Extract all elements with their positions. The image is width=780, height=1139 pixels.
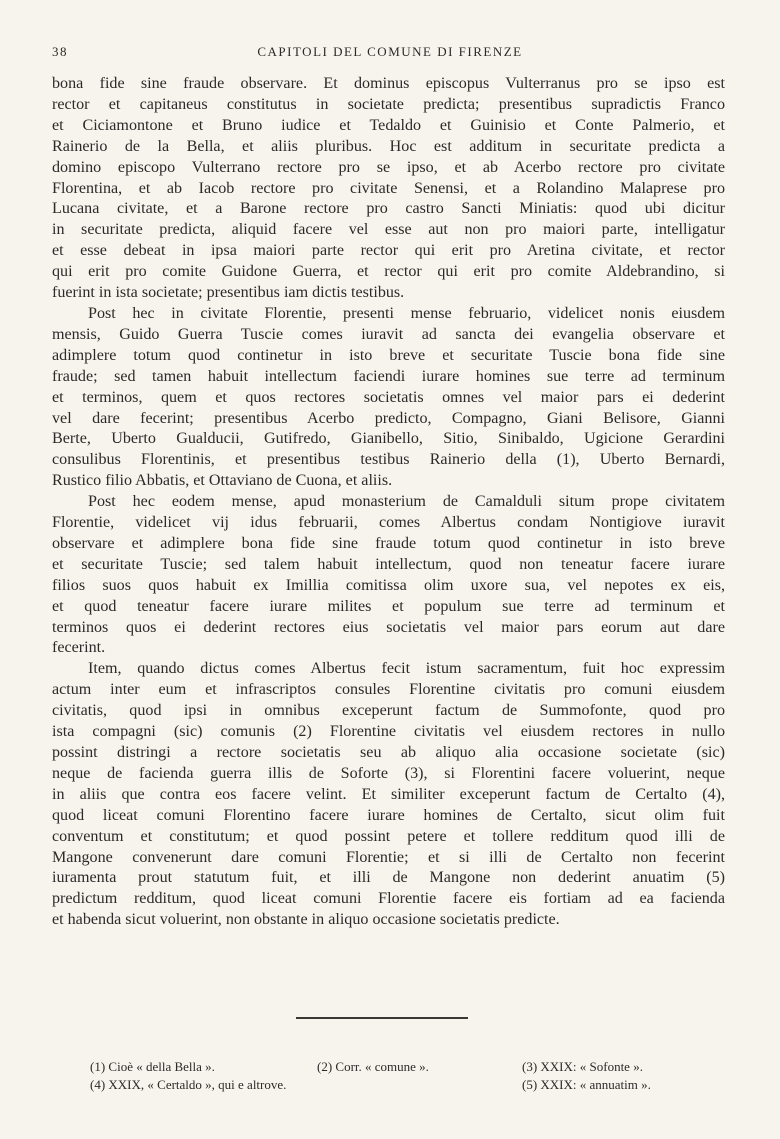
text-line: bona fide sine fraude observare. Et dominus episcopus Vulterranus pro se ipso est	[52, 75, 725, 92]
text-line: conventum et constitutum; et quod possint petere et tollere redditum quod illi de	[52, 827, 725, 845]
text-line: in aliis que contra eos facere velint. Et similiter exceperunt factum de Certalto (4),	[52, 785, 725, 803]
text-line: rector et capitaneus constitutus in societate predicta; presentibus supradictis Franco	[52, 95, 725, 113]
body-text	[52, 74, 725, 931]
paragraph-start: Item, quando dictus comes Albertus fecit istum sacramentum, fuit hoc expressim	[88, 660, 725, 678]
text-line: filios suos quos habuit ex Imillia comitissa olim uxore sua, vel nepotes ex eis,	[52, 576, 725, 594]
text-line: fecerint.	[52, 639, 106, 657]
text-line: qui erit pro comite Guidone Guerra, et rector qui erit pro comite Aldebrandino, si	[52, 263, 725, 281]
text-line: terminos quos ei dederint rectores eius societatis vel maior pars eorum aut dare	[52, 618, 725, 636]
text-line: iuramenta prout statutum fuit, et illi de Mangone non dederint anuatim (5)	[52, 869, 725, 887]
text-line: Florentina, et ab Iacob rectore pro civitate Senensi, et a Rolandino Malaprese pro	[52, 179, 725, 197]
footnote-5: (5) XXIX: « annuatim ».	[522, 1077, 651, 1092]
text-line: et terminos, quem et quos rectores societatis omnes vel maior pars ei dederint	[52, 388, 725, 406]
footnote-2: (2) Corr. « comune ».	[317, 1059, 429, 1074]
text-line: Berte, Uberto Gualducii, Gutifredo, Gianibello, Sitio, Sinibaldo, Ugicione Gerardini	[52, 430, 725, 448]
footnote-separator	[296, 1017, 468, 1019]
text-line: et habenda sicut voluerint, non obstante in aliquo occasione societatis predicte.	[52, 911, 560, 929]
footnote-row	[90, 1058, 710, 1076]
text-line: observare et adimplere bona fide sine fraude totum quod continetur in isto breve	[52, 534, 725, 552]
page-number: 38	[52, 44, 68, 59]
footnote-4: (4) XXIX, « Certaldo », qui e altrove.	[90, 1077, 287, 1092]
text-line: vel dare fecerint; presentibus Acerbo predicto, Compagno, Giani Belisore, Gianni	[52, 409, 725, 427]
text-line: ista compagni (sic) comunis (2) Florentine civitatis vel eiusdem rectores in nullo	[52, 723, 725, 741]
text-line: adimplere totum quod continetur in isto breve et securitate Tuscie bona fide sine	[52, 346, 725, 364]
text-line: Lucana civitate, et a Barone rectore pro castro Sancti Miniatis: quod ubi dicitur	[52, 200, 725, 218]
text-line: Florentie, videlicet vij idus februarii, comes Albertus condam Nontigiove iuravit	[52, 514, 725, 532]
running-title: CAPITOLI DEL COMUNE DI FIRENZE	[257, 44, 523, 59]
footnotes	[90, 1058, 710, 1094]
text-line: domino episcopo Vulterrano rectore pro se ipso, et ab Acerbo rectore pro civitate	[52, 158, 725, 176]
footnote-1: (1) Cioè « della Bella ».	[90, 1059, 215, 1074]
text-line: Mangone convenerunt dare comuni Florentie; et si illi de Certalto non fecerint	[52, 848, 725, 866]
footnote-row	[90, 1076, 710, 1094]
text-line: quod liceat comuni Florentino facere iurare homines de Certalto, sicut olim fuit	[52, 806, 725, 824]
text-line: neque de facienda guerra illis de Soforte (3), si Florentini facere voluerint, neque	[52, 764, 725, 782]
text-line: et quod teneatur facere iurare milites et populum sue terre ad terminum et	[52, 597, 725, 615]
text-line: et esse debeat in ipsa maiori parte rector qui erit pro Aretina civitate, et rector	[52, 242, 725, 260]
text-line: actum inter eum et infrascriptos consules Florentine civitatis pro comuni eiusdem	[52, 681, 725, 699]
text-line: mensis, Guido Guerra Tuscie comes iuravit ad sancta dei evangelia observare et	[52, 325, 725, 343]
text-line: Rustico filio Abbatis, et Ottaviano de Cuona, et aliis.	[52, 472, 393, 490]
text-line: possint distringi a rectore societatis seu ab aliquo alia occasione societate (sic)	[52, 744, 725, 761]
text-line: et Ciciamontone et Bruno iudice et Tedaldo et Guinisio et Conte Palmerio, et	[52, 116, 725, 134]
text-line: in securitate predicta, aliquid facere vel esse aut non pro maiori parte, intelligatur	[52, 221, 725, 239]
text-line: fraude; sed tamen habuit intellectum faciendi iurare homines sue terre ad terminum	[52, 367, 725, 385]
paragraph-start: Post hec eodem mense, apud monasterium de Camalduli situm prope civitatem	[88, 493, 725, 511]
text-line: Rainerio de la Bella, et aliis pluribus. Hoc est additum in securitate predicta a	[52, 137, 725, 155]
text-line: civitatis, quod ipsi in omnibus exceperunt factum de Summofonte, quod pro	[52, 702, 725, 720]
footnote-3: (3) XXIX: « Sofonte ».	[522, 1059, 643, 1074]
text-line: et securitate Tuscie; sed talem habuit intellectum, quod non teneatur facere iurare	[52, 555, 725, 573]
text-line: predictum redditum, quod liceat comuni Florentie facere eis fortiam ad ea facienda	[52, 890, 725, 908]
text-line: consulibus Florentinis, et presentibus testibus Rainerio della (1), Uberto Bernardi,	[52, 451, 725, 469]
paragraph-start: Post hec in civitate Florentie, presenti mense februario, videlicet nonis eiusdem	[88, 304, 725, 322]
text-line: fuerint in ista societate; presentibus iam dictis testibus.	[52, 284, 405, 302]
running-header	[52, 44, 728, 64]
